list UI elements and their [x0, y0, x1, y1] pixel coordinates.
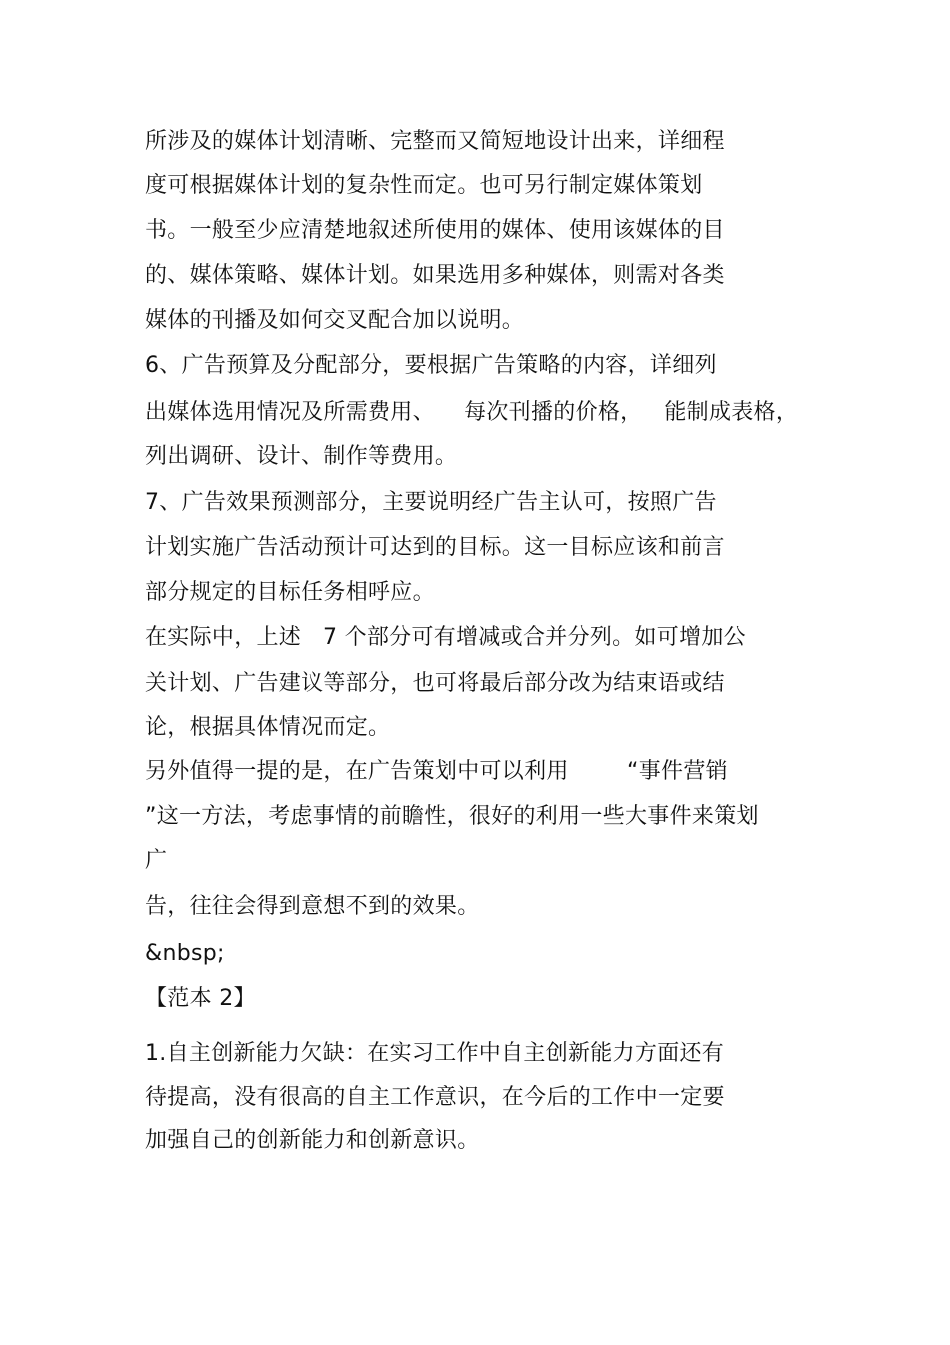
text-line: 告，往往会得到意想不到的效果。 — [145, 894, 480, 919]
section-6-heading-line: 6、广告预算及分配部分，要根据广告策略的内容，详细列 — [145, 353, 717, 378]
text-line: 书。一般至少应清楚地叙述所使用的媒体、使用该媒体的目 — [145, 218, 725, 243]
text-line: 加强自己的创新能力和创新意识。 — [145, 1128, 480, 1153]
text-line: 度可根据媒体计划的复杂性而定。也可另行制定媒体策划 — [145, 173, 703, 198]
text-line: 论，根据具体情况而定。 — [145, 715, 391, 740]
text-line: 列出调研、设计、制作等费用。 — [145, 444, 458, 469]
text-line: 1.自主创新能力欠缺：在实习工作中自主创新能力方面还有 — [145, 1041, 725, 1066]
text-line: 广 — [145, 848, 168, 873]
text-line: ”这一方法，考虑事情的前瞻性，很好的利用一些大事件来策划 — [145, 804, 759, 829]
text-line: 所涉及的媒体计划清晰、完整而又简短地设计出来，详细程 — [145, 129, 725, 154]
nbsp-line: &nbsp; — [145, 941, 225, 966]
text-line: 出媒体选用情况及所需费用、 每次刊播的价格， 能制成表格， — [145, 400, 799, 425]
text-line: 在实际中，上述 7 个部分可有增减或合并分列。如可增加公 — [145, 625, 746, 650]
text-line: 待提高，没有很高的自主工作意识，在今后的工作中一定要 — [145, 1085, 725, 1110]
text-line: 媒体的刊播及如何交叉配合加以说明。 — [145, 308, 525, 333]
text-line: 关计划、广告建议等部分，也可将最后部分改为结束语或结 — [145, 671, 725, 696]
text-line: 计划实施广告活动预计可达到的目标。这一目标应该和前言 — [145, 535, 725, 560]
text-line: 的、媒体策略、媒体计划。如果选用多种媒体，则需对各类 — [145, 263, 725, 288]
text-line: 部分规定的目标任务相呼应。 — [145, 580, 435, 605]
text-line: 另外值得一提的是，在广告策划中可以利用 “事件营销 — [145, 759, 728, 784]
section-7-heading-line: 7、广告效果预测部分，主要说明经广告主认可，按照广告 — [145, 490, 717, 515]
template-heading: 【范本 2】 — [145, 986, 256, 1011]
